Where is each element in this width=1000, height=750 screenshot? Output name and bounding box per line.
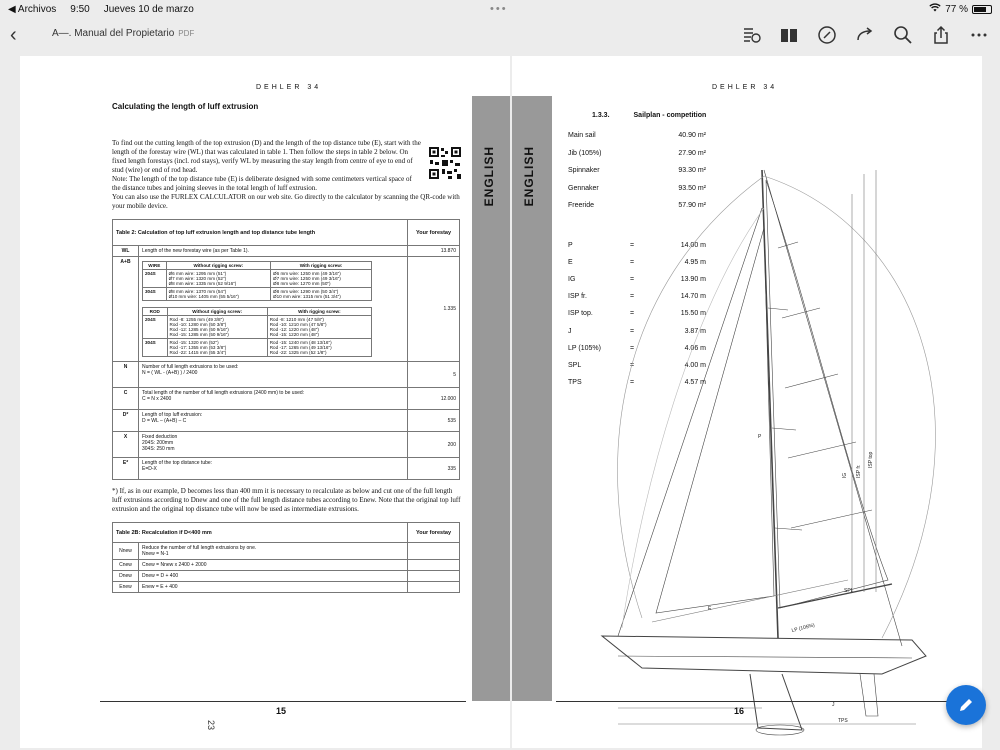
page-number: 16	[734, 706, 745, 716]
share-icon[interactable]	[930, 24, 952, 46]
label-j: J	[832, 702, 835, 708]
table-row: WL Length of the new forestay wire (as per Table 1). 13.870	[113, 246, 460, 257]
book-icon[interactable]	[778, 24, 800, 46]
label-lp: LP (105%)	[791, 622, 816, 634]
list-item: SPL = 4.00 m	[568, 361, 706, 369]
markup-pen-icon[interactable]	[816, 24, 838, 46]
list-item: P = 14.00 m	[568, 241, 706, 249]
freeride-outline	[622, 208, 764, 628]
pencil-icon	[957, 696, 975, 714]
list-item: TPS = 4.57 m	[568, 379, 706, 387]
footer-rule	[556, 701, 956, 702]
table-row: Nnew Reduce the number of full length extrusions by one. Nnew = N-1	[113, 543, 460, 560]
page-number: 15	[276, 706, 287, 716]
sailplan-drawing	[582, 168, 982, 748]
rudder-shape	[860, 674, 878, 716]
list-item: ISP top. = 15.50 m	[568, 310, 706, 318]
note-paragraph: Note: The length of the top distance tube (E) is deliberate designed with some centimeters vertical space of the distance tubes and joining sleeves in the total length of luff extrusion.	[112, 175, 412, 192]
status-bar	[0, 0, 1000, 18]
chevron-left-icon[interactable]: ‹	[10, 24, 17, 46]
table-header-row: Table 2B: Recalculation if D<400 mm Your forestay	[113, 523, 460, 543]
spinnaker-outline	[764, 176, 935, 638]
boom-line	[778, 584, 892, 608]
page-header: DEHLER 34	[256, 84, 322, 91]
footer-rule	[100, 701, 466, 702]
sailplan-heading: 1.3.3. Sailplan - competition	[592, 112, 707, 119]
qr-code-icon[interactable]	[428, 146, 462, 180]
table-header-row: Table 2: Calculation of top luff extrusion length and top distance tube length Your forestay	[113, 220, 460, 246]
luff-extrusion-section	[112, 102, 464, 593]
document-title: A—. Manual del Propietario PDF	[52, 28, 195, 39]
language-side-tab: ENGLISH	[512, 96, 552, 701]
rod-subtable: ROD Without rigging screw: With rigging screw: 204S Rod -8: 1255 mm (49 3/8") Rod -10: 1280 mm (50 3/8") Rod -12: 1285 mm (50 9/16") Rod -15: 1285 mm (50 9/16") Rod -8: 1210 mm (47 5/8") Rod -10: 1210 mm (47 5/8") Rod -12: 1220 mm (48") Rod -15: 1220 mm (48") 304S Rod -15: 1320 mm (52") Rod -17: 1355 mm (53 3/8") Rod -22: 1415 mm (55 3/4") Rod -15: 1240 mm (48 13/16") Rod -17: 1265 mm (49 13/16") Rod -22: 1325 mm (52 1/8")	[142, 307, 372, 357]
table-2b-recalculation	[112, 522, 460, 593]
pdf-page-15[interactable]	[20, 56, 510, 748]
list-item: Spinnaker 93.30 m²	[568, 167, 706, 175]
list-item: Main sail 40.90 m²	[568, 132, 706, 140]
redo-arrow-icon[interactable]	[854, 24, 876, 46]
language-side-tab: ENGLISH	[472, 96, 510, 701]
battery-percent: 77 %	[945, 3, 968, 15]
jib-shape	[656, 228, 774, 613]
calculator-paragraph: You can also use the FURLEX CALCULATOR on our web site. Go directly to the calculator by scanning the QR-code with your mobile device.	[112, 193, 460, 210]
table-row: C Total length of the number of full length extrusions (2400 mm) to be used: C = N x 2400 12.000	[113, 388, 460, 410]
table-row: Enew Enew = E + 400	[113, 582, 460, 593]
list-item: Gennaker 93.50 m²	[568, 184, 706, 192]
wire-subtable: WIRE Without rigging screw: With rigging screw: 204S Ø6 mm wire: 1295 mm (51") Ø7 mm wire: 1320 mm (52") Ø8 mm wire: 1335 mm (52 9/16") Ø6 mm wire: 1250 mm (49 3/16") Ø7 mm wire: 1250 mm (49 3/16") Ø8 mm wire: 1270 mm (50") 304S Ø8 mm wire: 1370 mm (54") Ø10 mm wire: 1405 mm (55 5/16") Ø8 mm wire: 1290 mm (50 3/4") Ø10 mm wire: 1315 mm (51 3/4")	[142, 261, 372, 301]
list-item: ISP fr. = 14.70 m	[568, 293, 706, 301]
page-header: DEHLER 34	[712, 84, 778, 91]
search-icon[interactable]	[892, 24, 914, 46]
table-row: Dnew Dnew = D + 400	[113, 571, 460, 582]
label-isp-fr: ISP fr.	[856, 464, 862, 478]
status-date: Jueves 10 de marzo	[103, 3, 194, 15]
label-tps: TPS	[838, 718, 848, 724]
table-row: D* Length of top luff extrusion: D = WL – (A+B) – C 535	[113, 410, 460, 432]
reader-view-icon[interactable]	[740, 24, 762, 46]
list-item: J = 3.87 m	[568, 327, 706, 335]
label-p: P	[758, 434, 762, 440]
more-options-icon[interactable]	[968, 24, 990, 46]
table-row: N Number of full length extrusions to be used: N = ( WL - (A+B) ) / 2400 5	[113, 362, 460, 388]
footnote-paragraph: *) If, as in our example, D becomes less than 400 mm it is necessary to recalculate as below and cut one of the full length luff extrusions according to Dnew and one of the full length distance tubes according to Enew. Note that the original top luff extrusion and the original top distance tube will now be used as intermediate extrusions.	[112, 487, 461, 513]
toolbar	[0, 18, 1000, 52]
status-time: 9:50	[70, 3, 90, 15]
table-row: Cnew Cnew = Nnew x 2400 + 2000	[113, 560, 460, 571]
list-item: IG = 13.90 m	[568, 275, 706, 283]
label-ig: IG	[842, 472, 848, 478]
pdf-page-16[interactable]	[512, 56, 982, 748]
table-row: X Fixed deduction 204S: 200mm 304S: 250 mm 200	[113, 432, 460, 458]
list-item: LP (105%) = 4.06 m	[568, 344, 706, 352]
mainsail-shape	[766, 180, 888, 608]
intro-paragraph: To find out the cutting length of the top extrusion (D) and the length of the top distance tube (E), start with the length of the forestay wire (WL) that was calculated in table 1. Then follow the steps in table 2 below. On fixed length forestays (incl. rod stays), verify WL by measuring the stay length from centre of eye to end of stud (wire) or end of rod head.	[112, 139, 421, 174]
label-spl: SPL	[844, 588, 854, 594]
table-row: E* Length of the top distance tube: E=D-X 335	[113, 458, 460, 480]
forestay-line	[618, 208, 762, 636]
label-isp-top: ISP top	[868, 451, 874, 468]
label-e: E	[708, 606, 712, 612]
battery-icon	[972, 5, 992, 14]
table-2-luff-calculation	[112, 219, 460, 480]
keel-shape	[750, 674, 802, 730]
hull-shape	[602, 636, 926, 674]
list-item: Freeride 57.90 m²	[568, 202, 706, 210]
section-title: Calculating the length of luff extrusion	[112, 102, 259, 111]
markup-button[interactable]	[946, 685, 986, 725]
list-item: E = 4.95 m	[568, 258, 706, 266]
multitasking-dots-icon[interactable]: •••	[490, 3, 508, 15]
back-to-app-link[interactable]: ◀ Archivos	[8, 3, 57, 15]
list-item: Jib (105%) 27.90 m²	[568, 149, 706, 157]
wifi-icon	[929, 3, 941, 15]
backstay-line	[764, 170, 902, 646]
margin-page-number: 23	[206, 719, 217, 731]
table-row: A+B WIRE Without rigging screw: With rigging screw: 204S Ø6 mm wire: 1295 mm (51") Ø7 mm wire: 1320 mm (52") Ø8 mm wire: 1335 mm (52 9/16") Ø6 mm wire: 1250 mm (49 3/16") Ø7 mm wire: 1250 mm (49 3/16") Ø8 mm wire: 1270 mm (50") 304S Ø8 mm wire: 1370 mm (54") Ø10 mm wire: 1405 mm (55 5/16") Ø8 mm wire: 1290 mm (50 3/4") Ø10 mm wire: 1315 mm (51 3/4") ROD Without rigging screw: With rigging screw: 204S Rod -8: 1255 mm (49 3/8") Rod -10: 1280 mm (50 3/8") Rod -12: 1285 mm (50 9/16") Rod -15: 1285 mm (50 9/16") Rod -8: 1210 mm (47 5/8") Rod -10: 1210 mm (47 5/8") Rod -12: 1220 mm (48") Rod -15: 1220 mm (48") 304S Rod -15: 1320 mm (52") Rod -17: 1355 mm (53 3/8") Rod -22: 1415 mm (55 3/4") Rod -15: 1240 mm (48 13/16") Rod -17: 1265 mm (49 13/16") Rod -22: 1325 mm (52 1/8") 1.335	[113, 257, 460, 362]
